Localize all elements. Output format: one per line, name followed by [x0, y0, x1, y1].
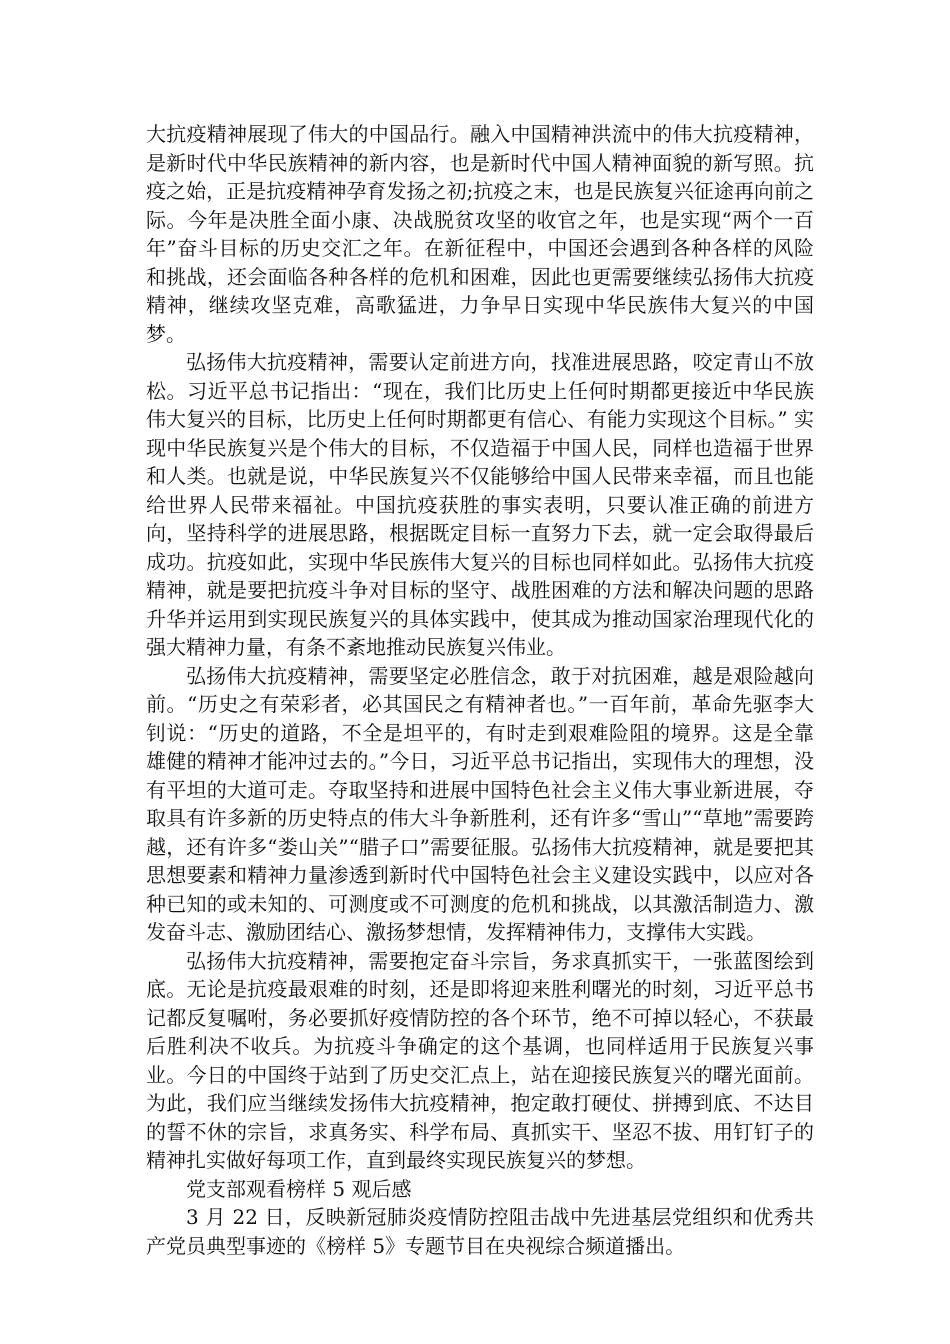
- paragraph-confidence: 弘扬伟大抗疫精神，需要坚定必胜信念，敢于对抗困难，越是艰险越向前。“历史之有荣彩者，必其国民之有精神者也。”一百年前，革命先驱李大钊说：“历史的道路，不全是坦平的，有时走到艰难险阻的境界。这是全靠雄健的精神才能冲过去的。”今日，习近平总书记指出，实现伟大的理想，没有平坦的大道可走。夺取坚持和进展中国特色社会主义伟大事业新进展，夺取具有许多新的历史特点的伟大斗争新胜利，还有许多“雪山”“草地”需要跨越，还有许多“娄山关”“腊子口”需要征服。弘扬伟大抗疫精神，就是要把其思想要素和精神力量渗透到新时代中国特色社会主义建设实践中，以应对各种已知的或未知的、可测度或不可测度的危机和挑战，以其激活制造力、激发奋斗志、激励团结心、激扬梦想情，发挥精神伟力，支撑伟大实践。: [146, 663, 814, 944]
- section-heading: 党支部观看榜样 5 观后感: [186, 1176, 412, 1201]
- document-body: [146, 120, 814, 1260]
- paragraph-spirit-intro: 大抗疫精神展现了伟大的中国品行。融入中国精神洪流中的伟大抗疫精神，是新时代中华民族精神的新内容，也是新时代中国人精神面貌的新写照。抗疫之始，正是抗疫精神孕育发扬之初;抗疫之末，也是民族复兴征途再向前之际。今年是决胜全面小康、决战脱贫攻坚的收官之年，也是实现“两个一百年”奋斗目标的历史交汇之年。在新征程中，中国还会遇到各种各样的风险和挑战，还会面临各种各样的危机和困难，因此也更需要继续弘扬伟大抗疫精神，继续攻坚克难，高歌猛进，力争早日实现中华民族伟大复兴的中国梦。: [146, 122, 814, 346]
- paragraph-broadcast: 3 月 22 日，反映新冠肺炎疫情防控阻击战中先进基层党组织和优秀共产党员典型事迹的《榜样 5》专题节目在央视综合频道播出。: [146, 1205, 814, 1258]
- paragraph-purpose: 弘扬伟大抗疫精神，需要抱定奋斗宗旨，务求真抓实干，一张蓝图绘到底。无论是抗疫最艰难的时刻，还是即将迎来胜利曙光的时刻，习近平总书记都反复嘱咐，务必要抓好疫情防控的各个环节，绝不可掉以轻心，不获最后胜利决不收兵。为抗疫斗争确定的这个基调，也同样适用于民族复兴事业。今日的中国终于站到了历史交汇点上，站在迎接民族复兴的曙光面前。为此，我们应当继续发扬伟大抗疫精神，抱定敢打硬仗、拼搏到底、不达目的誓不休的宗旨，求真务实、科学布局、真抓实干、坚忍不拔、用钉钉子的精神扎实做好每项工作，直到最终实现民族复兴的梦想。: [146, 948, 814, 1172]
- paragraph-direction: 弘扬伟大抗疫精神，需要认定前进方向，找准进展思路，咬定青山不放松。习近平总书记指出：“现在，我们比历史上任何时期都更接近中华民族伟大复兴的目标，比历史上任何时期都更有信心、有能力实现这个目标。” 实现中华民族复兴是个伟大的目标，不仅造福于中国人民，同样也造福于世界和人类。也就是说，中华民族复兴不仅能够给中国人民带来幸福，而且也能给世界人民带来福祉。中国抗疫获胜的事实表明，只要认准正确的前进方向，坚持科学的进展思路，根据既定目标一直努力下去，就一定会取得最后成功。抗疫如此，实现中华民族伟大复兴的目标也同样如此。弘扬伟大抗疫精神，就是要把抗疫斗争对目标的坚守、战胜困难的方法和解决问题的思路升华并运用到实现民族复兴的具体实践中，使其成为推动国家治理现代化的强大精神力量，有条不紊地推动民族复兴伟业。: [146, 350, 814, 659]
